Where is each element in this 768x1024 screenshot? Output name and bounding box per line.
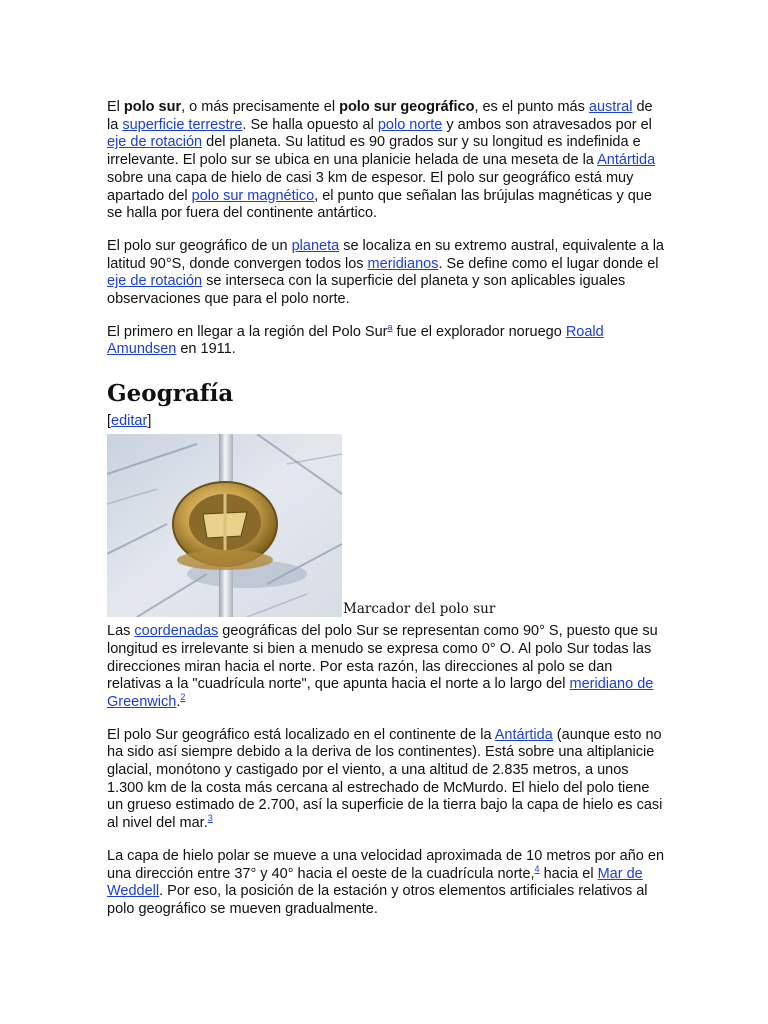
bold-term: polo sur geográfico	[339, 99, 475, 115]
section-paragraph-1	[107, 623, 667, 712]
text: hacia el	[539, 865, 598, 882]
text: de la	[107, 99, 653, 133]
text: , es el punto más	[474, 99, 589, 115]
text: . Por eso, la posición de la estación y otros elementos artificiales relativos al polo geográfico se mueven gradualmente.	[107, 883, 648, 917]
link-meridianos[interactable]: meridianos	[367, 255, 439, 272]
text: El primero en llegar a la región del Polo Sur	[107, 323, 388, 340]
text: El polo sur geográfico de un	[107, 237, 292, 254]
text: geográficas del polo Sur se representan como 90° S, puesto que su longitud es irrelevante si bien a menudo se expresa como 0° O. Al polo Sur todas las direcciones miran hacia el norte. Por esta razón, las direcciones al polo se dan relativas a la "cuadrícula norte", que apunta hacia el norte a lo largo del	[107, 623, 658, 693]
link-superficie-terrestre[interactable]: superficie terrestre	[122, 116, 243, 133]
text: en 1911.	[176, 341, 236, 358]
text: sobre una capa de hielo de casi 3 km de espesor. El polo sur geográfico está muy apartado del	[107, 169, 634, 204]
text: , o más precisamente el	[181, 99, 340, 115]
text: .	[176, 693, 181, 710]
text: del planeta. Su latitud es 90 grados sur y su longitud es indefinida e irrelevante. El polo sur se ubica en una planicie helada de una meseta de la	[107, 134, 641, 169]
footnote-4[interactable]: 4	[534, 863, 540, 874]
link-eje-de-rotacion[interactable]: eje de rotación	[107, 134, 203, 151]
link-polo-norte[interactable]: polo norte	[377, 116, 443, 133]
text: (aunque esto no ha sido así siempre debido a la deriva de los continentes). Está sobre una altiplanicie glacial, monótono y castigado por el viento, a una altitud de 2.835 metros, a unos 1.300 km de la costa más cercana al estrechado de McMurdo. El hielo del polo tiene un grueso estimado de 2.700, así la superficie de la tierra bajo la capa de hielo es casi al nivel del mar.	[107, 726, 663, 832]
intro-paragraph-3	[107, 321, 667, 359]
text: se localiza en su extremo austral, equivalente a la latitud 90°S, donde convergen todos los	[107, 237, 664, 272]
section-paragraph-2	[107, 727, 667, 833]
link-planeta[interactable]: planeta	[291, 237, 340, 254]
link-mar-de-weddell[interactable]: Mar de Weddell	[107, 865, 643, 900]
link-antartida[interactable]: Antártida	[597, 152, 656, 169]
section-heading: Geografía	[107, 380, 234, 408]
text: fue el explorador noruego	[392, 323, 566, 340]
footnote-3[interactable]: 3	[207, 813, 213, 824]
intro-paragraph-1	[107, 99, 667, 223]
footnote-2[interactable]: 2	[180, 691, 186, 702]
text: La capa de hielo polar se mueve a una velocidad aproximada de 10 metros por año en una dirección entre 37° y 40° hacia el oeste de la cuadrícula norte,	[107, 847, 665, 882]
edit-section	[107, 413, 667, 430]
link-roald-amundsen[interactable]: Roald Amundsen	[107, 323, 604, 358]
link-antartida[interactable]: Antártida	[494, 726, 553, 743]
bracket: ]	[147, 413, 152, 430]
figure	[107, 434, 667, 617]
text: , el punto que señalan las brújulas magnéticas y que se halla por fuera del continente antártico.	[107, 187, 652, 222]
text: El polo Sur geográfico está localizado en el continente de la	[107, 726, 495, 743]
bold-term: polo sur	[123, 99, 182, 115]
bracket: [	[107, 413, 112, 430]
text: El	[107, 99, 124, 115]
text: y ambos son atravesados por el	[442, 116, 652, 133]
edit-link[interactable]: editar	[111, 413, 148, 430]
article	[107, 99, 667, 934]
text: . Se halla opuesto al	[242, 116, 378, 133]
link-meridiano-de-greenwich[interactable]: meridiano de Greenwich	[107, 676, 654, 710]
link-eje-de-rotacion[interactable]: eje de rotación	[107, 273, 203, 290]
text: . Se define como el lugar donde el	[438, 255, 659, 272]
figure-caption: Marcador del polo sur	[343, 601, 496, 618]
intro-paragraph-2	[107, 238, 667, 309]
text: se interseca con la superficie del planeta y son aplicables iguales observaciones que para el polo norte.	[107, 273, 626, 308]
link-coordenadas[interactable]: coordenadas	[134, 623, 219, 640]
footnote-a[interactable]: a	[387, 321, 393, 332]
link-austral[interactable]: austral	[588, 99, 633, 115]
link-polo-sur-magnetico[interactable]: polo sur magnético	[191, 187, 315, 204]
south-pole-marker-photo[interactable]	[107, 434, 342, 617]
text: Las	[107, 623, 135, 640]
section-paragraph-3	[107, 848, 667, 919]
